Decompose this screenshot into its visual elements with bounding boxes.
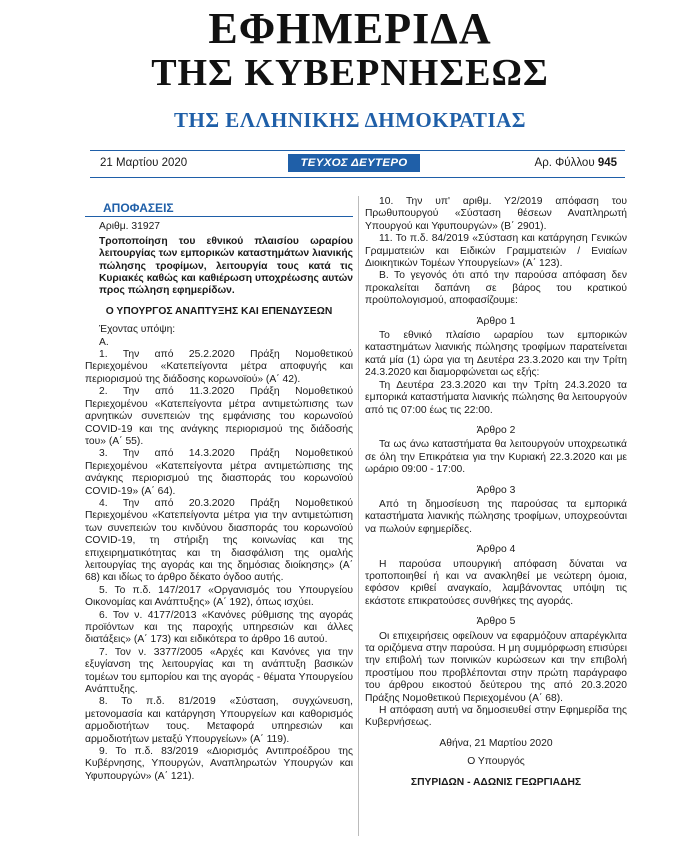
article-heading: Άρθρο 4 (476, 544, 516, 556)
right-column (365, 196, 627, 789)
consideration-item: 3. Την από 14.3.2020 Πράξη Νομοθετικού Περιεχομένου «Κατεπείγοντα μέτρα αντιμετώπισης της ανάγκης περιορισμού της διασποράς του κορωνοϊού COVID-19» (Α΄ 64). (85, 448, 353, 497)
article-paragraph: Τη Δευτέρα 23.3.2020 και την Τρίτη 24.3.2020 τα εμπορικά καταστήματα λιανικής πώλησης θα λειτουργούν από τις 07:00 έως τις 22:00. (365, 379, 627, 416)
consideration-item: 7. Τον ν. 3377/2005 «Αρχές και Κανόνες για την εξυγίανση της λειτουργίας και τη ανάπτυξη βασικών τομέων του εμπορίου και της αγοράς - θέματα Υπουργείου Ανάπτυξης. (85, 646, 353, 696)
masthead-title: ΕΦΗΜΕΡΙΔΑ (208, 4, 492, 53)
consideration-item: 6. Τον ν. 4177/2013 «Κανόνες ρύθμισης της αγοράς προϊόντων και της παροχής υπηρεσιών και άλλες διατάξεις» (Α΄ 173) και ειδικότερα το άρθρο 16 αυτού. (85, 609, 353, 646)
article-paragraph: Οι επιχειρήσεις οφείλουν να εφαρμόζουν απαρέγκλιτα τα οριζόμενα στην παρούσα. Η μη συμμόρφωση επισύρει την επιβολή των ποινικών κυρώσεων και την επιβολή προστίμου που προβλέπονται στην πρώτη παράγραφο του άρθρου εικοστού δεύτερου της από 20.3.2020 Πράξης Νομοθετικού Περιεχομένου (Α΄ 68). (365, 630, 627, 704)
consideration-item: 9. Το π.δ. 83/2019 «Διορισμός Αντιπροέδρου της Κυβέρνησης, Υπουργών, Αναπληρωτών Υπουργών και Υφυπουργών» (Α΄ 121). (85, 746, 353, 782)
article-heading: Άρθρο 1 (476, 315, 516, 327)
section-rule (85, 216, 353, 217)
minister-heading: Ο ΥΠΟΥΡΓΟΣ ΑΝΑΠΤΥΞΗΣ ΚΑΙ ΕΠΕΝΔΥΣΕΩΝ (105, 305, 333, 317)
issue-bar (90, 154, 625, 174)
articles (365, 316, 627, 730)
article-paragraph: Η παρούσα υπουργική απόφαση δύναται να τροποποιηθεί ή και να ανακληθεί με νεώτερη όμοια, εφόσον κριθεί αναγκαίο, λαμβάνοντας υπόψη τις εκάστοτε επικρατούσες συνθήκες της αγοράς. (365, 558, 627, 607)
header-rule-bottom (90, 177, 625, 178)
consideration-item: 1. Την από 25.2.2020 Πράξη Νομοθετικού Περιεχομένου «Κατεπείγοντα μέτρα αποφυγής και περιορισμού της διάδοσης κορωνοϊού» (Α΄ 42). (85, 349, 353, 385)
part-a-label: Α. (99, 336, 109, 348)
issue-date: 21 Μαρτίου 2020 (100, 157, 188, 169)
considerations-list-continued (365, 196, 627, 270)
masthead-subtitle: ΤΗΣ ΚΥΒΕΡΝΗΣΕΩΣ (151, 52, 549, 94)
having-label: Έχοντας υπόψη: (99, 324, 176, 336)
decision-title: Τροποποίηση του εθνικού πλαισίου ωραρίου λειτουργίας των εμπορικών καταστημάτων λιανικής πώλησης τροφίμων, λειτουργία τους κατά τις Κυριακές καθώς και καθιέρωση υποχρέωσης αυτών προς πώληση εφημερίδων. (99, 235, 353, 297)
article-paragraph: Τα ως άνω καταστήματα θα λειτουργούν υποχρεωτικά σε όλη την Επικράτεια για την Κυριακή 22.3.2020 και με ωράριο 09:00 - 17:00. (365, 439, 627, 476)
article-heading: Άρθρο 5 (476, 616, 516, 628)
decision-number: Αριθμ. 31927 (99, 221, 161, 233)
article-paragraph: Το εθνικό πλαίσιο ωραρίου των εμπορικών καταστημάτων λιανικής πώλησης τροφίμων παρατείνεται κατά μία (1) ώρα για τη Δευτέρα 23.3.2020 και την Τρίτη 24.3.2020 και διαμορφώνεται ως εξής: (365, 330, 627, 379)
part-b-paragraph: Β. Το γεγονός ότι από την παρούσα απόφαση δεν προκαλείται δαπάνη σε βάρος του κρατικού προϋπολογισμού, αποφασίζουμε: (365, 270, 627, 307)
consideration-item: 2. Την από 11.3.2020 Πράξη Νομοθετικού Περιεχομένου «Κατεπείγοντα μέτρα αντιμετώπισης των αρνητικών συνεπειών της εμφάνισης του κορωνοϊού COVID-19 και της ανάγκης περιορισμού της διάδοσής του» (Α΄ 55). (85, 386, 353, 447)
considerations-list (85, 349, 353, 783)
masthead-republic: ΤΗΣ ΕΛΛΗΝΙΚΗΣ ΔΗΜΟΚΡΑΤΙΑΣ (173, 108, 527, 132)
article-paragraph: Από τη δημοσίευση της παρούσας τα εμπορικά καταστήματα λιανικής πώλησης τροφίμων, υποχρεούνται να πωλούν εφημερίδες. (365, 498, 627, 535)
signer-role: Ο Υπουργός (467, 756, 525, 768)
sheet-number: 945 (597, 157, 617, 169)
consideration-item: 8. Το π.δ. 81/2019 «Σύσταση, συγχώνευση, μετονομασία και κατάργηση Υπουργείων και καθορισμός αρμοδιοτήτων τους. Μεταφορά υπηρεσιών και αρμοδιοτήτων μεταξύ Υπουργείων» (Α΄ 119). (85, 696, 353, 745)
issue-series-badge: ΤΕΥΧΟΣ ΔΕΥΤΕΡΟ (288, 154, 420, 172)
article-paragraph: Η απόφαση αυτή να δημοσιευθεί στην Εφημερίδα της Κυβερνήσεως. (365, 705, 627, 729)
article-heading: Άρθρο 3 (476, 484, 516, 496)
consideration-item: 10. Την υπ' αριθμ. Υ2/2019 απόφαση του Πρωθυπουργού «Σύσταση θέσεων Αναπληρωτή Υπουργού και Υφυπουργών» (Β΄ 2901). (365, 196, 627, 232)
consideration-item: 4. Την από 20.3.2020 Πράξη Νομοθετικού Περιεχομένου «Κατεπείγοντα μέτρα για την αντιμετώπιση των συνεπειών του κινδύνου διασποράς του κορωνοϊού COVID-19, τη στήριξη της κοινωνίας και της επιχειρηματικότητας και τη διασφάλιση της ομαλής λειτουργίας της αγοράς και της δημόσιας διοίκησης» (Α΄ 68) και ιδίως το άρθρο δέκατο όγδοο αυτής. (85, 497, 353, 584)
article-heading: Άρθρο 2 (476, 424, 516, 436)
signer-name: ΣΠΥΡΙΔΩΝ - ΑΔΩΝΙΣ ΓΕΩΡΓΙΑΔΗΣ (410, 776, 582, 788)
sheet-label: Αρ. Φύλλου (534, 157, 595, 169)
consideration-item: 5. Το π.δ. 147/2017 «Οργανισμός του Υπουργείου Οικονομίας και Ανάπτυξης» (Α΄ 192), όπως ισχύει. (85, 584, 353, 609)
column-divider (358, 196, 359, 836)
place-date: Αθήνα, 21 Μαρτίου 2020 (439, 737, 553, 749)
header-rule-top (90, 150, 625, 151)
section-heading: ΑΠΟΦΑΣΕΙΣ (103, 201, 174, 215)
consideration-item: 11. Το π.δ. 84/2019 «Σύσταση και κατάργηση Γενικών Γραμματειών και Ειδικών Γραμματειών / Ενιαίων Διοικητικών Τομέων Υπουργείων» (Α΄ 123). (365, 233, 627, 270)
issue-sheet-number (535, 157, 617, 169)
left-column (85, 196, 353, 783)
